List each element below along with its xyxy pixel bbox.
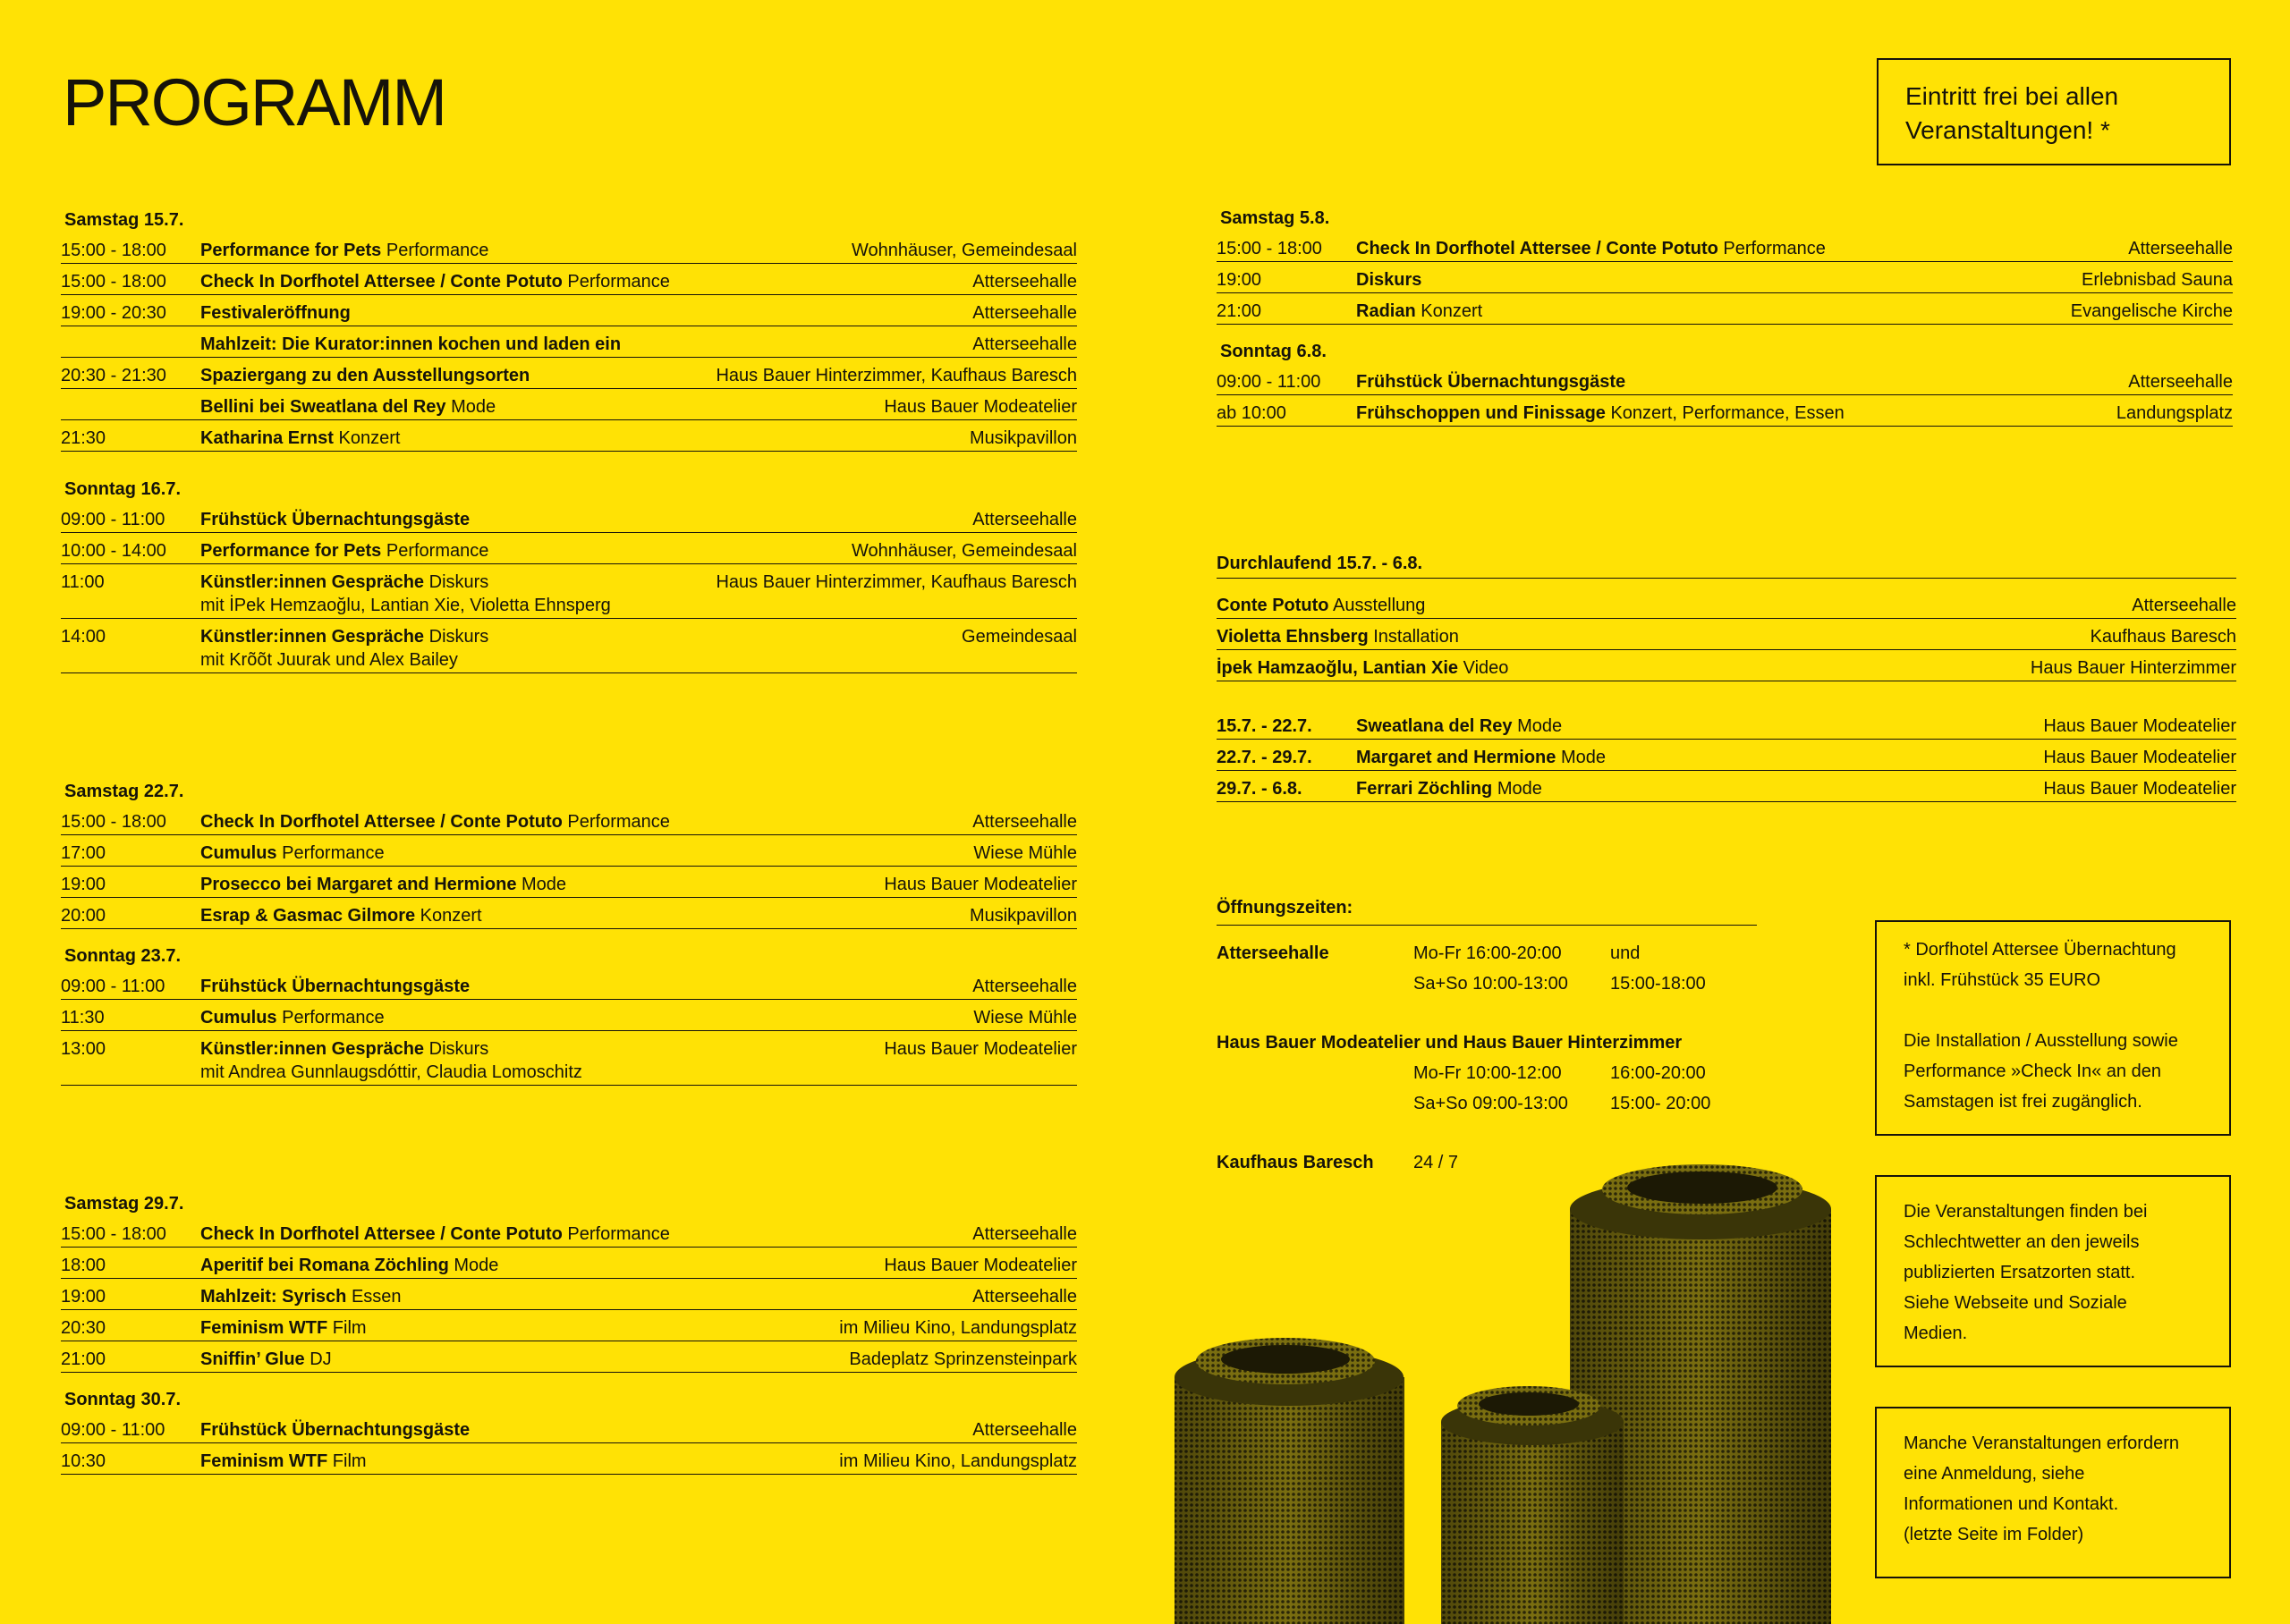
event-time: 09:00 - 11:00 <box>61 510 165 529</box>
event-kind: Diskurs <box>428 627 489 647</box>
event-location: im Milieu Kino, Landungsplatz <box>839 1318 1077 1338</box>
event-title: Frühstück Übernachtungsgäste <box>200 1420 471 1440</box>
schedule-row <box>61 1341 1077 1373</box>
program-left-column <box>61 207 1077 1475</box>
day-heading: Samstag 22.7. <box>64 782 184 801</box>
page-title: PROGRAMM <box>63 65 445 140</box>
event-location: Atterseehalle <box>972 1287 1077 1307</box>
event-time: 09:00 - 11:00 <box>1217 372 1321 392</box>
event-info <box>200 1222 963 1246</box>
day-heading: Sonntag 23.7. <box>64 946 182 966</box>
event-info <box>200 975 963 998</box>
event-kind: Performance <box>567 1224 670 1244</box>
event-info <box>1356 715 2034 738</box>
event-time: 09:00 - 11:00 <box>61 977 165 996</box>
event-title: Violetta Ehnsberg <box>1217 627 1369 647</box>
event-location: Haus Bauer Hinterzimmer, Kaufhaus Baresch <box>716 366 1077 385</box>
schedule-row <box>61 502 1077 533</box>
event-location: Landungsplatz <box>2116 403 2233 423</box>
schedule-row <box>61 1412 1077 1443</box>
schedule-row <box>1217 293 2233 325</box>
event-info <box>200 1418 963 1442</box>
event-title: İpek Hamzaoğlu, Lantian Xie <box>1217 658 1459 678</box>
hours-name: Haus Bauer Modeatelier und Haus Bauer Hinterzimmer <box>1217 1033 1683 1053</box>
hours-value: Mo-Fr 16:00-20:00 <box>1413 943 1562 963</box>
event-time: 13:00 <box>61 1039 106 1059</box>
hours-value: 15:00-18:00 <box>1610 974 1706 994</box>
event-kind: Mode <box>454 1256 499 1275</box>
event-title: Frühschoppen und Finissage <box>1356 403 1606 423</box>
day-heading: Samstag 5.8. <box>1220 208 1330 228</box>
event-title: Conte Potuto <box>1217 596 1329 615</box>
event-title: Mahlzeit: Die Kurator:innen kochen und laden ein <box>200 334 622 354</box>
event-info <box>200 301 963 325</box>
event-info <box>200 539 843 562</box>
event-time: 21:00 <box>61 1349 106 1369</box>
event-title: Künstler:innen Gespräche <box>200 1039 425 1059</box>
event-info <box>200 810 963 833</box>
day-heading: Samstag 15.7. <box>64 210 184 230</box>
event-kind: Konzert, Performance, Essen <box>1610 403 1845 423</box>
event-kind: Installation <box>1373 627 1459 647</box>
day-heading: Samstag 29.7. <box>64 1194 184 1214</box>
schedule-row <box>61 264 1077 295</box>
schedule-row <box>61 1031 1077 1086</box>
event-info <box>1356 300 2062 323</box>
day-block <box>61 779 1077 929</box>
event-time: 09:00 - 11:00 <box>61 1420 165 1440</box>
event-time: 15:00 - 18:00 <box>61 272 166 292</box>
event-location: im Milieu Kino, Landungsplatz <box>839 1451 1077 1471</box>
ongoing-row <box>1217 588 2236 619</box>
schedule-row <box>61 295 1077 326</box>
event-location: Atterseehalle <box>972 1420 1077 1440</box>
hours-value: 24 / 7 <box>1413 1153 1459 1172</box>
event-info <box>200 1006 964 1029</box>
ongoing-section <box>1217 554 2236 802</box>
schedule-row <box>61 1000 1077 1031</box>
event-info <box>1356 370 2119 393</box>
fashion-row <box>1217 740 2236 771</box>
ongoing-row <box>1217 619 2236 650</box>
event-title: Check In Dorfhotel Attersee / Conte Potuto <box>1356 239 1718 258</box>
event-location: Haus Bauer Modeatelier <box>2043 779 2236 799</box>
event-title: Feminism WTF <box>200 1451 328 1471</box>
event-location: Evangelische Kirche <box>2070 301 2233 321</box>
event-title: Festivaleröffnung <box>200 303 351 323</box>
hours-value: Sa+So 09:00-13:00 <box>1413 1094 1568 1113</box>
pipes-illustration <box>1167 1154 1883 1624</box>
event-time: 20:30 - 21:30 <box>61 366 166 385</box>
event-title: Check In Dorfhotel Attersee / Conte Potuto <box>200 1224 563 1244</box>
info-text: * Dorfhotel Attersee Übernachtung inkl. Frühstück 35 EURO Die Installation / Ausstellung sowie Performance »Check In« an den Samstagen ist frei zugänglich. <box>1904 940 2178 1112</box>
event-info <box>200 1348 840 1371</box>
schedule-row <box>61 420 1077 452</box>
event-location: Wohnhäuser, Gemeindesaal <box>851 241 1077 260</box>
schedule-row <box>61 1248 1077 1279</box>
event-location: Musikpavillon <box>969 428 1077 448</box>
event-kind: Performance <box>567 812 670 832</box>
event-time: 19:00 <box>1217 270 1262 290</box>
schedule-row <box>61 898 1077 929</box>
event-location: Haus Bauer Hinterzimmer <box>2030 658 2236 678</box>
info-box-overnight <box>1875 920 2231 1136</box>
event-location: Atterseehalle <box>2128 239 2233 258</box>
event-title: Check In Dorfhotel Attersee / Conte Potuto <box>200 812 563 832</box>
day-block <box>61 207 1077 452</box>
opening-hours-heading: Öffnungszeiten: <box>1217 892 1757 926</box>
event-info <box>200 1037 875 1084</box>
event-info <box>200 270 963 293</box>
event-kind: DJ <box>310 1349 332 1369</box>
event-time: 19:00 - 20:30 <box>61 303 166 323</box>
hours-value: 15:00- 20:00 <box>1610 1094 1711 1113</box>
event-time: 19:00 <box>61 1287 106 1307</box>
event-title: Sniffin’ Glue <box>200 1349 305 1369</box>
event-title: Frühstück Übernachtungsgäste <box>1356 372 1626 392</box>
event-title: Margaret and Hermione <box>1356 748 1556 767</box>
event-info <box>1356 237 2119 260</box>
event-time: 21:00 <box>1217 301 1262 321</box>
event-kind: Diskurs <box>428 1039 489 1059</box>
event-dates: 29.7. - 6.8. <box>1217 779 1302 799</box>
event-title: Performance for Pets <box>200 241 382 260</box>
hours-value: Mo-Fr 10:00-12:00 <box>1413 1063 1562 1083</box>
event-kind: Konzert <box>420 906 482 926</box>
event-title: Frühstück Übernachtungsgäste <box>200 977 471 996</box>
event-location: Haus Bauer Hinterzimmer, Kaufhaus Baresch <box>716 572 1077 592</box>
pipe-middle <box>1441 1386 1624 1624</box>
info-box-weather <box>1875 1175 2231 1367</box>
event-title: Cumulus <box>200 1008 277 1028</box>
event-title: Frühstück Übernachtungsgäste <box>200 510 471 529</box>
event-info <box>200 842 964 865</box>
day-block <box>61 477 1077 673</box>
schedule-row <box>61 835 1077 867</box>
schedule-row <box>1217 262 2233 293</box>
event-time: 14:00 <box>61 627 106 647</box>
event-time: 20:30 <box>61 1318 106 1338</box>
event-kind: Mode <box>1517 716 1563 736</box>
event-location: Haus Bauer Modeatelier <box>884 1256 1077 1275</box>
schedule-row <box>61 1310 1077 1341</box>
event-location: Musikpavillon <box>969 906 1077 926</box>
event-kind: Performance <box>386 241 489 260</box>
event-info <box>200 333 963 356</box>
event-time: 10:30 <box>61 1451 106 1471</box>
event-kind: Film <box>332 1318 367 1338</box>
event-time: 11:30 <box>61 1008 105 1028</box>
event-time: 15:00 - 18:00 <box>61 241 166 260</box>
event-location: Haus Bauer Modeatelier <box>884 1039 1077 1059</box>
schedule-row <box>1217 364 2233 395</box>
hours-value: Sa+So 10:00-13:00 <box>1413 974 1568 994</box>
fashion-row <box>1217 771 2236 802</box>
event-location: Haus Bauer Modeatelier <box>884 875 1077 894</box>
event-title: Prosecco bei Margaret and Hermione <box>200 875 517 894</box>
event-location: Atterseehalle <box>972 1224 1077 1244</box>
event-kind: Mode <box>522 875 567 894</box>
event-location: Atterseehalle <box>972 303 1077 323</box>
event-location: Atterseehalle <box>2128 372 2233 392</box>
event-kind: Diskurs <box>428 572 489 592</box>
event-dates: 22.7. - 29.7. <box>1217 748 1312 767</box>
schedule-row <box>61 1279 1077 1310</box>
pipe-left <box>1175 1338 1404 1624</box>
event-title: Esrap & Gasmac Gilmore <box>200 906 416 926</box>
event-location: Atterseehalle <box>972 510 1077 529</box>
info-text: Die Veranstaltungen finden bei Schlechtwetter an den jeweils publizierten Ersatzorten statt. Siehe Webseite und Soziale Medien. <box>1904 1202 2148 1343</box>
ongoing-heading: Durchlaufend 15.7. - 6.8. <box>1217 554 2236 579</box>
schedule-row <box>61 619 1077 673</box>
event-kind: Mode <box>451 397 496 417</box>
day-block <box>61 1387 1077 1475</box>
event-location: Atterseehalle <box>972 812 1077 832</box>
event-location: Badeplatz Sprinzensteinpark <box>849 1349 1077 1369</box>
fashion-row <box>1217 708 2236 740</box>
hours-value: 16:00-20:00 <box>1610 1063 1706 1083</box>
event-info <box>200 508 963 531</box>
event-kind: Performance <box>567 272 670 292</box>
opening-hours <box>1217 892 1753 1178</box>
event-title: Diskurs <box>1356 270 1422 290</box>
event-kind: Konzert <box>1421 301 1483 321</box>
event-kind: Performance <box>282 1008 385 1028</box>
event-participants: mit Krõõt Juurak und Alex Bailey <box>200 650 458 670</box>
program-right-column <box>1217 206 2233 427</box>
hours-value: und <box>1610 943 1641 963</box>
event-location: Atterseehalle <box>972 977 1077 996</box>
event-info <box>200 1254 875 1277</box>
event-info <box>1356 402 2108 425</box>
event-time: ab 10:00 <box>1217 403 1286 423</box>
event-info <box>200 1316 830 1340</box>
event-time: 15:00 - 18:00 <box>1217 239 1322 258</box>
event-participants: mit Andrea Gunnlaugsdóttir, Claudia Lomoschitz <box>200 1062 582 1082</box>
schedule-row <box>61 968 1077 1000</box>
day-heading: Sonntag 6.8. <box>1220 342 1327 361</box>
event-info <box>200 904 961 927</box>
schedule-row <box>61 804 1077 835</box>
event-kind: Ausstellung <box>1332 596 1426 615</box>
event-title: Ferrari Zöchling <box>1356 779 1493 799</box>
event-kind: Performance <box>386 541 489 561</box>
event-title: Aperitif bei Romana Zöchling <box>200 1256 449 1275</box>
event-title: Spaziergang zu den Ausstellungsorten <box>200 366 530 385</box>
event-info <box>200 395 875 419</box>
event-info <box>1356 746 2034 769</box>
hours-name: Kaufhaus Baresch <box>1217 1153 1374 1172</box>
event-title: Künstler:innen Gespräche <box>200 572 425 592</box>
event-time: 15:00 - 18:00 <box>61 812 166 832</box>
event-info <box>200 1450 830 1473</box>
event-kind: Video <box>1463 658 1509 678</box>
event-info <box>1217 594 2123 617</box>
event-location: Haus Bauer Modeatelier <box>2043 748 2236 767</box>
hours-name: Atterseehalle <box>1217 943 1329 963</box>
schedule-row <box>61 233 1077 264</box>
event-location: Atterseehalle <box>972 272 1077 292</box>
schedule-row <box>61 1443 1077 1475</box>
event-title: Mahlzeit: Syrisch <box>200 1287 347 1307</box>
day-block <box>61 943 1077 1086</box>
event-info <box>200 571 707 617</box>
schedule-row <box>1217 395 2233 427</box>
schedule-row <box>61 389 1077 420</box>
event-title: Katharina Ernst <box>200 428 334 448</box>
event-kind: Essen <box>351 1287 402 1307</box>
event-info <box>1356 777 2034 800</box>
event-time: 19:00 <box>61 875 106 894</box>
schedule-row <box>61 1216 1077 1248</box>
day-block <box>1217 339 2233 427</box>
event-kind: Performance <box>282 843 385 863</box>
event-info <box>200 364 707 387</box>
event-location: Wiese Mühle <box>973 843 1077 863</box>
event-location: Atterseehalle <box>2132 596 2236 615</box>
event-location: Wohnhäuser, Gemeindesaal <box>851 541 1077 561</box>
event-location: Wiese Mühle <box>973 1008 1077 1028</box>
event-kind: Mode <box>1497 779 1542 799</box>
event-title: Feminism WTF <box>200 1318 328 1338</box>
day-heading: Sonntag 30.7. <box>64 1390 182 1409</box>
event-participants: mit İPek Hemzaoğlu, Lantian Xie, Violetta Ehnsperg <box>200 596 611 615</box>
event-title: Radian <box>1356 301 1416 321</box>
event-title: Performance for Pets <box>200 541 382 561</box>
free-entry-note: Eintritt frei bei allen Veranstaltungen! * <box>1877 58 2231 165</box>
event-title: Check In Dorfhotel Attersee / Conte Potuto <box>200 272 563 292</box>
ongoing-row <box>1217 650 2236 681</box>
day-block <box>1217 206 2233 325</box>
event-time: 10:00 - 14:00 <box>61 541 166 561</box>
event-time: 15:00 - 18:00 <box>61 1224 166 1244</box>
schedule-row <box>61 533 1077 564</box>
info-box-registration <box>1875 1407 2231 1578</box>
event-info <box>1217 625 2082 648</box>
event-time: 18:00 <box>61 1256 106 1275</box>
event-kind: Konzert <box>338 428 401 448</box>
event-info <box>200 239 843 262</box>
event-location: Erlebnisbad Sauna <box>2081 270 2233 290</box>
event-time: 11:00 <box>61 572 105 592</box>
event-title: Sweatlana del Rey <box>1356 716 1513 736</box>
event-info <box>200 873 875 896</box>
event-location: Gemeindesaal <box>962 627 1077 647</box>
event-info <box>200 1285 963 1308</box>
schedule-row <box>61 358 1077 389</box>
schedule-row <box>61 564 1077 619</box>
event-time: 17:00 <box>61 843 106 863</box>
event-time: 21:30 <box>61 428 106 448</box>
event-location: Haus Bauer Modeatelier <box>2043 716 2236 736</box>
event-title: Bellini bei Sweatlana del Rey <box>200 397 446 417</box>
event-title: Künstler:innen Gespräche <box>200 627 425 647</box>
info-text: Manche Veranstaltungen erfordern eine Anmeldung, siehe Informationen und Kontakt. (letzte Seite im Folder) <box>1904 1434 2179 1544</box>
event-dates: 15.7. - 22.7. <box>1217 716 1312 736</box>
event-info <box>200 427 961 450</box>
event-location: Kaufhaus Baresch <box>2090 627 2236 647</box>
event-info <box>200 625 953 672</box>
schedule-row <box>1217 231 2233 262</box>
event-location: Atterseehalle <box>972 334 1077 354</box>
event-title: Cumulus <box>200 843 277 863</box>
event-kind: Performance <box>1723 239 1826 258</box>
event-kind: Mode <box>1560 748 1606 767</box>
day-heading: Sonntag 16.7. <box>64 479 182 499</box>
event-kind: Film <box>332 1451 367 1471</box>
event-location: Haus Bauer Modeatelier <box>884 397 1077 417</box>
schedule-row <box>61 326 1077 358</box>
event-time: 20:00 <box>61 906 106 926</box>
schedule-row <box>61 867 1077 898</box>
event-info <box>1356 268 2073 292</box>
event-info <box>1217 656 2022 680</box>
day-block <box>61 1191 1077 1373</box>
